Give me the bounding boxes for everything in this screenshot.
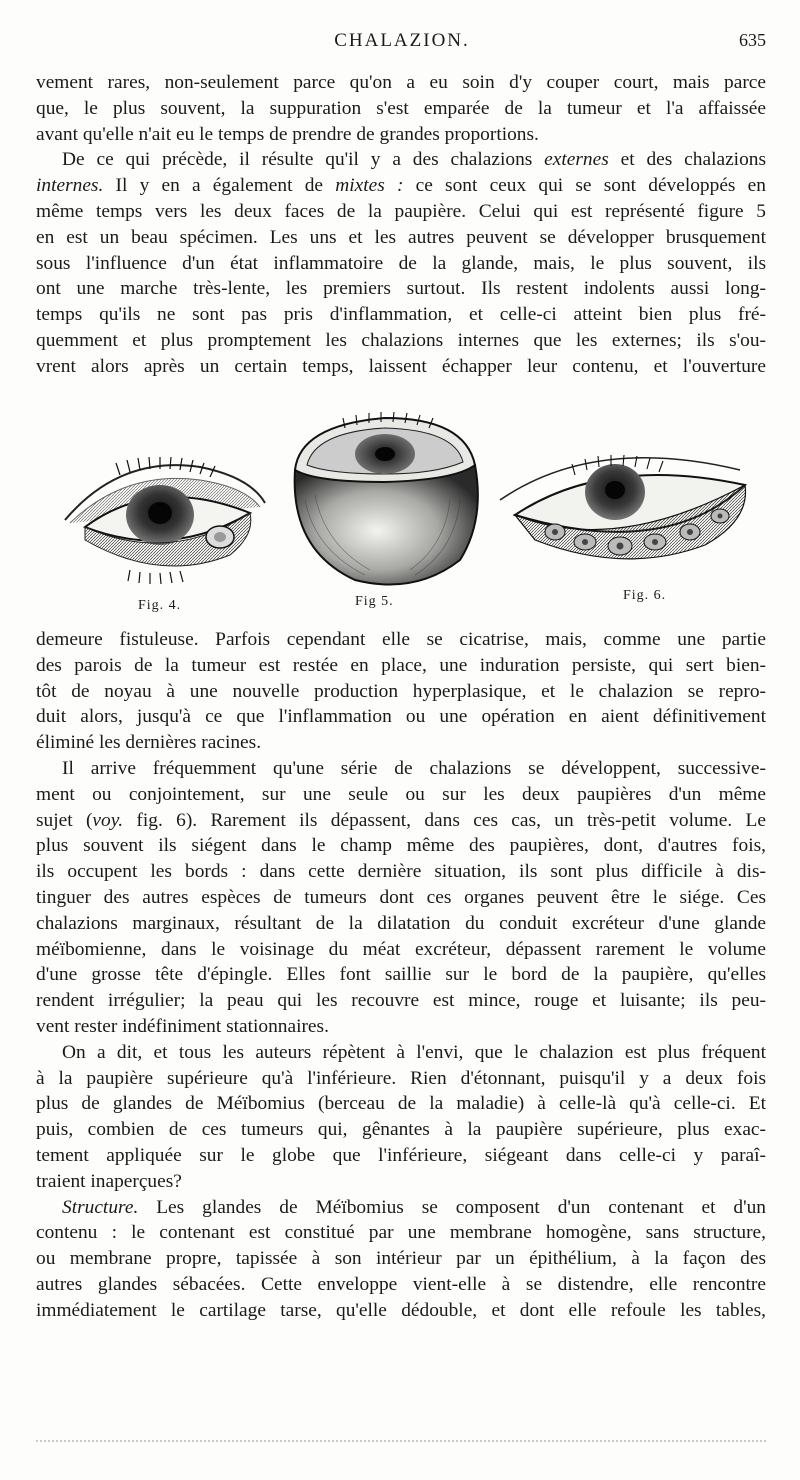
text-line: vrent alors après un certain temps, laissent échapper leur contenu, et l'ouverture xyxy=(36,355,766,377)
footer-rule xyxy=(36,1440,766,1444)
text-line: puis, combien de ces tumeurs qui, gênantes à la paupière supérieure, plus exac- xyxy=(36,1119,766,1141)
text-line: contenu : le contenant est constitué par une membrane homogène, sans structure, xyxy=(36,1222,766,1244)
section-heading-italic: Structure. xyxy=(62,1196,139,1218)
eye-illustration-fig6 xyxy=(495,440,765,580)
eye-illustration-fig5 xyxy=(285,410,485,590)
text-line: des parois de la tumeur est restée en place, une induration persiste, qui sert bien- xyxy=(36,654,766,676)
text-line: Il arrive fréquemment qu'une série de chalazions se développent, successive- xyxy=(62,757,766,779)
running-title: CHALAZION. xyxy=(334,30,470,51)
text-line: tinguer des autres espèces de tumeurs dont ces organes peuvent être le siége. Ces xyxy=(36,886,766,908)
text-line: ils occupent les bords : dans cette dernière situation, ils sont plus difficile à dis- xyxy=(36,861,766,883)
running-head xyxy=(38,30,766,60)
text-line: duit alors, jusqu'à ce que l'inflammation ou une opération en aient définitivement xyxy=(36,706,766,728)
figure-4-caption: Fig. 4. xyxy=(138,598,182,613)
italic-term: internes. xyxy=(36,175,104,197)
italic-term: mixtes : xyxy=(335,175,404,197)
figures-row xyxy=(40,400,770,620)
figure-6 xyxy=(495,440,765,603)
text-line: sujet (voy. fig. 6). Rarement ils dépassent, dans ces cas, un très-petit volume. Le xyxy=(36,809,766,831)
text-line: rendent irrégulier; la peau qui les recouvre est mince, rouge et luisante; ils peu- xyxy=(36,990,766,1012)
figure-4 xyxy=(60,455,275,613)
figure-5 xyxy=(285,410,485,609)
text-line: immédiatement le cartilage tarse, qu'elle dédouble, et dont elle refoule les tables, xyxy=(36,1299,766,1321)
text-line: On a dit, et tous les auteurs répètent à l'envi, que le chalazion est plus fréquent xyxy=(62,1041,766,1063)
text-block-bottom xyxy=(36,627,766,1324)
text-line: en est un beau spécimen. Les uns et les autres peuvent se développer brusquement xyxy=(36,226,766,248)
italic-term: voy. xyxy=(92,809,124,831)
text-block-top xyxy=(36,70,766,380)
text-line: à la paupière supérieure qu'à l'inférieure. Rien d'étonnant, puisqu'il y a deux fois xyxy=(36,1067,766,1089)
text-line: internes. Il y en a également de mixtes : ce sont ceux qui se sont développés en xyxy=(36,175,766,197)
text-line: quemment et plus promptement les chalazions internes que les externes; ils s'ou- xyxy=(36,329,766,351)
text-line: vement rares, non-seulement parce qu'on a eu soin d'y couper court, mais parce xyxy=(36,72,766,93)
text-line: Structure. Les glandes de Méïbomius se composent d'un contenant et d'un xyxy=(62,1196,766,1218)
text-line: De ce qui précède, il résulte qu'il y a des chalazions externes et des chalazions xyxy=(62,149,767,171)
text-line: tement appliquée sur le globe que l'inférieure, siégeant dans celle-ci y paraî- xyxy=(36,1144,766,1166)
text-line: sous l'influence d'un état inflammatoire de la glande, mais, le plus souvent, ils xyxy=(36,252,766,274)
text-line: que, le plus souvent, la suppuration s'est emparée de la tumeur et l'a affaissée xyxy=(36,97,766,119)
text-line: plus souvent ils siégent dans le champ même des paupières, dont, d'autres fois, xyxy=(36,835,766,857)
text-line: chalazions marginaux, résultant de la dilatation du conduit excréteur d'une glande xyxy=(36,912,766,934)
figure-5-caption: Fig 5. xyxy=(355,594,394,609)
text-line: traient inaperçues? xyxy=(36,1170,182,1192)
figure-6-caption: Fig. 6. xyxy=(623,588,667,603)
text-line: tôt de noyau à une nouvelle production hyperplasique, et le chalazion se repro- xyxy=(36,680,766,702)
page-number: 635 xyxy=(739,30,766,50)
text-line: ment ou conjointement, sur une seule ou sur les deux paupières d'un même xyxy=(36,783,766,805)
text-line: plus de glandes de Méïbomius (berceau de la maladie) à celle-là qu'à celle-ci. Et xyxy=(36,1093,766,1115)
text-line: d'une grosse tête d'épingle. Elles font saillie sur le bord de la paupière, qu'elles xyxy=(36,964,766,986)
text-line: vent rester indéfiniment stationnaires. xyxy=(36,1015,329,1037)
italic-term: externes xyxy=(544,149,609,171)
eye-illustration-fig4 xyxy=(60,455,275,585)
text-line: temps qu'ils ne sont pas pris d'inflammation, et celle-ci atteint bien plus fré- xyxy=(36,304,766,326)
text-line: autres glandes sébacées. Cette enveloppe vient-elle à se distendre, elle rencontre xyxy=(36,1273,766,1295)
text-line: ou membrane propre, tapissée à son intérieur par un épithélium, à la façon des xyxy=(36,1248,766,1270)
text-line: éliminé les dernières racines. xyxy=(36,732,262,754)
text-line: avant qu'elle n'ait eu le temps de prendre de grandes proportions. xyxy=(36,123,539,145)
text-line: méïbomienne, dans le voisinage du méat excréteur, dépassent rarement le volume xyxy=(36,938,766,960)
text-line: même temps vers les deux faces de la paupière. Celui qui est représenté figure 5 xyxy=(36,200,766,222)
text-line: demeure fistuleuse. Parfois cependant elle se cicatrise, mais, comme une partie xyxy=(36,629,766,650)
text-line: ont une marche très-lente, les premiers surtout. Ils restent indolents aussi long- xyxy=(36,278,766,300)
